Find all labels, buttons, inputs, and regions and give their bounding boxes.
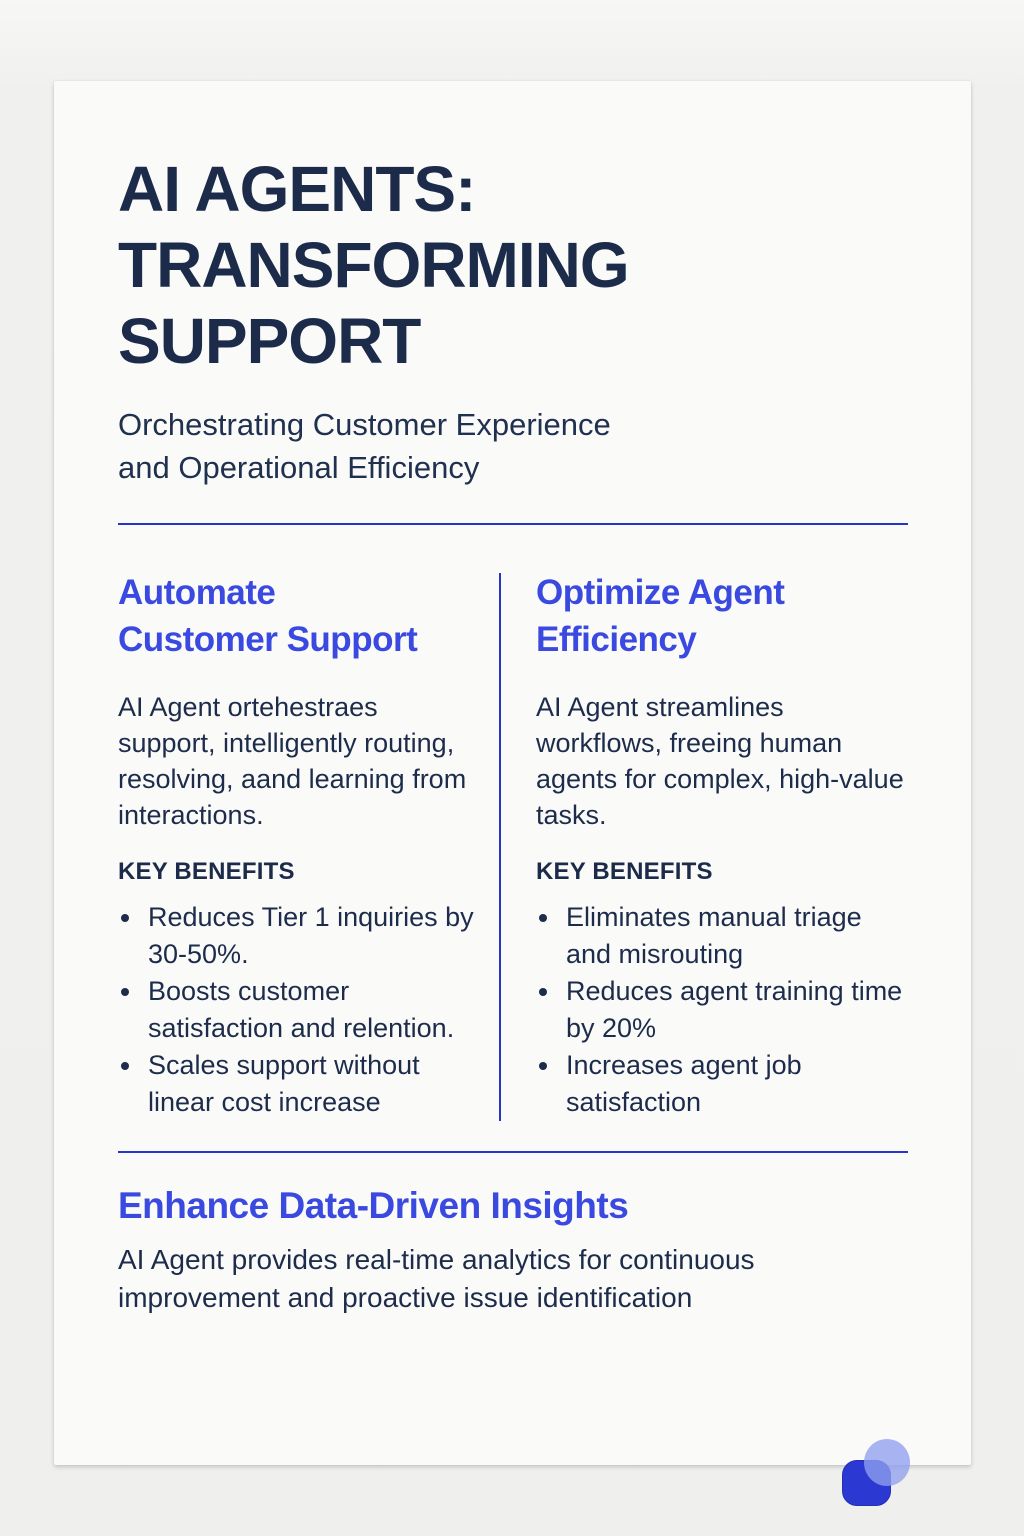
page-title — [118, 151, 908, 379]
benefits-list — [118, 899, 480, 1121]
bullet-dot-icon — [118, 1047, 148, 1084]
title-line-3: SUPPORT — [118, 305, 421, 377]
benefits-list — [536, 899, 908, 1121]
column-heading-line-2: Customer Support — [118, 620, 418, 659]
bullet-dot-icon — [118, 973, 148, 1010]
bullet-dot-icon — [536, 899, 566, 936]
bullet-dot-icon — [118, 899, 148, 936]
benefit-item — [536, 1047, 908, 1121]
logo-circle-icon — [864, 1439, 910, 1486]
infographic-card — [54, 81, 971, 1465]
benefit-text: Reduces agent training time by 20% — [566, 976, 903, 1043]
bullet-dot-icon — [536, 1047, 566, 1084]
column-heading-line-2: Efficiency — [536, 620, 697, 659]
column-body: AI Agent ortehestraes support, intelligently routing, resolving, aand learning from interactions. — [118, 692, 467, 830]
column-body: AI Agent streamlines workflows, freeing human agents for complex, high-value tasks. — [536, 692, 904, 830]
benefit-item — [118, 1047, 480, 1121]
brand-logo — [838, 1355, 968, 1510]
benefit-text: Boosts customer satisfaction and relention. — [148, 976, 455, 1043]
benefits-columns — [118, 569, 908, 1121]
key-benefits-label: KEY BENEFITS — [118, 858, 295, 885]
page-subtitle — [118, 403, 908, 489]
bullet-dot-icon — [536, 973, 566, 1010]
benefit-text: Scales support without linear cost increase — [148, 1050, 420, 1117]
insights-section — [118, 1183, 908, 1317]
title-line-2: TRANSFORMING — [118, 229, 629, 301]
key-benefits-label: KEY BENEFITS — [536, 858, 713, 885]
insights-heading: Enhance Data-Driven Insights — [118, 1185, 629, 1226]
benefit-item — [536, 973, 908, 1047]
benefit-item — [536, 899, 908, 973]
benefit-text: Increases agent job satisfaction — [566, 1050, 802, 1117]
column-heading-line-1: Optimize Agent — [536, 573, 785, 612]
insights-body: AI Agent provides real-time analytics for continuous improvement and proactive issue identification — [118, 1244, 755, 1313]
column-heading — [536, 569, 908, 663]
title-line-1: AI AGENTS: — [118, 153, 476, 225]
subtitle-line-1: Orchestrating Customer Experience — [118, 407, 611, 442]
column-heading — [118, 569, 480, 663]
column-divider-rule — [499, 573, 501, 1121]
benefit-text: Reduces Tier 1 inquiries by 30-50%. — [148, 902, 474, 969]
top-divider-rule — [118, 523, 908, 525]
column-heading-line-1: Automate — [118, 573, 276, 612]
subtitle-line-2: and Operational Efficiency — [118, 450, 480, 485]
benefit-text: Eliminates manual triage and misrouting — [566, 902, 862, 969]
column-optimize-agent-efficiency — [536, 569, 908, 1121]
benefit-item — [118, 899, 480, 973]
bottom-divider-rule — [118, 1151, 908, 1153]
column-automate-customer-support — [118, 569, 480, 1121]
benefit-item — [118, 973, 480, 1047]
